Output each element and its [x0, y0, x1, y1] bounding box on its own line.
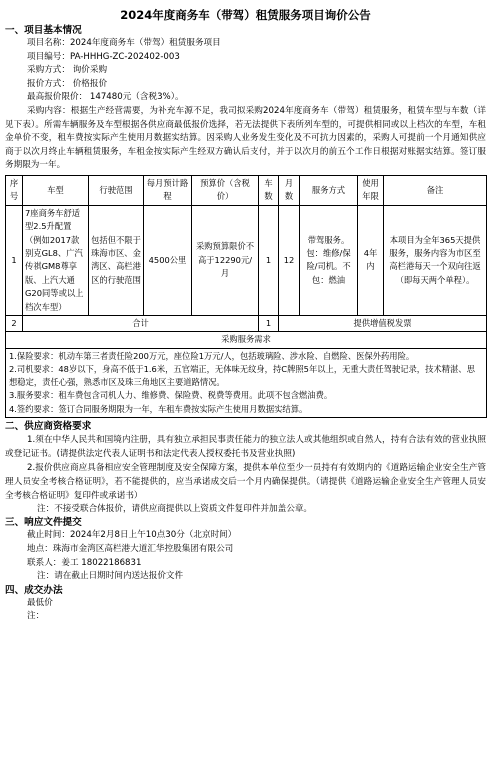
req-body-row: [6, 348, 487, 417]
section-4-heading: 四、成交办法: [5, 584, 63, 596]
col-header-years: 使用年限: [358, 175, 384, 205]
project-name: 项目名称：2024年度商务车（带驾）租赁服务项目: [27, 38, 221, 48]
table-row: [6, 205, 487, 315]
req-contract: 4.签约要求：签订合同服务期限为一年，车租车费按实际产生使用月数据实结算。: [9, 403, 308, 414]
req-driver: 2.司机要求：48岁以下，身高不低于1.6米，五官端正，无体味无纹身，持C牌照5年以上，无重大责任驾驶记录，技术精湛、思想稳定，责任心强，熟悉市区及珠三角地区主要道路情况。: [9, 364, 475, 388]
col-header-service: 服务方式: [300, 175, 358, 205]
cell-range: 包括但不限于珠海市区、金湾区、高栏港区的行驶范围: [89, 205, 144, 315]
section-1-heading: 一、项目基本情况: [5, 25, 82, 36]
invoice-note: 提供增值税发票: [279, 316, 487, 332]
table-total-row: [6, 316, 487, 332]
cell-model: 7座商务车舒适型2.5升配置（例如2017款别克GL8、广汽传祺GM8尊享版、上汽大通G20同等或以上档次车型）: [23, 205, 89, 315]
requirements-heading: 采购服务需求: [6, 332, 487, 348]
col-header-cars: 车数: [259, 175, 279, 205]
cell-cars: 1: [259, 205, 279, 315]
cell-note: 本项目为全年365天提供服务，服务内容为市区至高栏港每天一个双向往返（即每天两个单程）。: [384, 205, 487, 315]
max-price: 最高报价限价： 147480元（含税3%）。: [27, 92, 184, 103]
col-header-no: 序号: [6, 175, 23, 205]
procurement-method: 采购方式： 询价采购: [27, 65, 108, 76]
section-2-heading: 二、供应商资格要求: [5, 420, 92, 432]
cell-years: 4年内: [358, 205, 384, 315]
cell-no: 1: [6, 205, 23, 315]
qualification-1: 1.须在中华人民共和国境内注册，具有独立承担民事责任能力的独立法人或其他组织或自然人，持有合法有效的营业执照或登记证书。(请提供法定代表人证明书和法定代表人授权委托书及营业执照): [5, 434, 486, 459]
total-no: 2: [6, 316, 23, 332]
section-3-heading: 三、响应文件提交: [5, 517, 82, 529]
contact-person: 联系人：姜工 18022186831: [27, 557, 142, 568]
col-header-note: 备注: [384, 175, 487, 205]
vehicle-table: [5, 175, 487, 418]
award-note: 注：: [27, 611, 45, 622]
col-header-model: 车型: [23, 175, 89, 205]
project-number: 项目编号：PA-HHHG-ZC-202402-003: [27, 51, 180, 62]
col-header-range: 行驶范围: [89, 175, 144, 205]
submission-deadline: 截止时间：2024年2月8日上午10点30分（北京时间）: [27, 530, 237, 541]
qualification-note: 注：不接受联合体报价，请供应商提供以上资质文件复印件并加盖公章。: [37, 503, 313, 514]
submission-address: 地点：珠海市金湾区高栏港大道汇华控股集团有限公司: [27, 544, 234, 555]
total-cars: 1: [259, 316, 279, 332]
req-insurance: 1.保险要求：机动车第三者责任险200万元，座位险1万元/人，包括玻璃险、涉水险、自燃险、医保外药用险。: [9, 350, 415, 361]
page-title: 2024年度商务车（带驾）租赁服务项目询价公告: [120, 8, 371, 22]
cell-distance: 4500公里: [144, 205, 192, 315]
award-method: 最低价: [27, 597, 53, 608]
col-header-months: 月数: [279, 175, 300, 205]
qualification-2: 2.报价供应商应具备相应安全管理制度及安全保障方案，提供本单位至少一员持有有效期内的《道路运输企业安全生产管理人员安全考核合格证明》，若不能提供的，应当承诺成交后一个月内确保提供。（请提供《道路运输企业安全生产管理人员安全考核合格证明》复印件或承诺书）: [5, 462, 486, 501]
cell-months: 12: [279, 205, 300, 315]
req-heading-row: [6, 332, 487, 348]
submission-note: 注：请在截止日期时间内送达报价文件: [37, 571, 184, 582]
req-service: 3.服务要求：租车费包含司机人力、维修费、保险费、税费等费用。此项不包含燃油费。: [9, 390, 333, 401]
col-header-distance: 每月预计路程: [144, 175, 192, 205]
col-header-budget: 预算价（含税价）: [192, 175, 259, 205]
procurement-content: 采购内容：根据生产经营需要，为补充车源不足，我司拟采购2024年度商务车（带驾）租赁服务，租赁车型与车数（详见下表）。所需车辆服务及车型根据各供应商最低报价选择，若无法提供下表所列车型的，可提供相同或以上档次的车型，车租金单价不变，租车费按实际产生使用月数据实结算。因采购人业务发生变化及不可抗力因素的，采购人可提前一个月通知供应商于以次月终止车辆租赁服务，车租金按实际产生经双方确认后支付，并于以次月的前五个工作日根据对账据实结算。签订服务期限为一年。: [5, 105, 486, 171]
table-header-row: [6, 175, 487, 205]
quote-method: 报价方式： 价格报价: [27, 78, 108, 89]
cell-service: 带驾服务。包：维修/保险/司机。不包：燃油: [300, 205, 358, 315]
total-label: 合计: [23, 316, 259, 332]
cell-budget: 采购预算限价不高于12290元/月: [192, 205, 259, 315]
requirements-body: [6, 348, 487, 417]
